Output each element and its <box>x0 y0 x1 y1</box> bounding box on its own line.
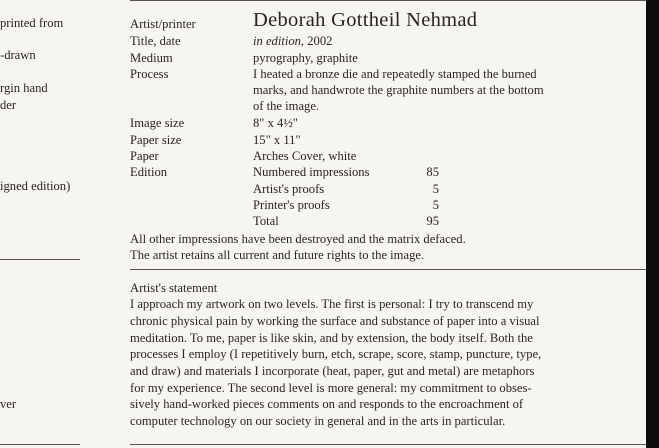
statement-heading: Artist's statement <box>130 281 218 295</box>
statement-line-6: for my experience. The second level is more general: my commitment to obses- <box>130 381 532 395</box>
left-fragment-3: rgin hand <box>0 81 48 95</box>
edition-row-count: 85 <box>426 165 439 179</box>
edition-row-label: Printer's proofs <box>253 198 330 212</box>
statement-line-5: and draw) and materials I incorporate (heat, paper, gut and metal) are metaphors <box>130 364 535 378</box>
statement-line-1: I approach my artwork on two levels. The first is personal: I try to transcend my <box>130 297 534 311</box>
title-date: , 2002 <box>300 34 333 48</box>
paper-value: Arches Cover, white <box>253 149 357 163</box>
edition-row-count: 5 <box>432 182 439 196</box>
edition-row-count: 95 <box>426 214 439 228</box>
title-date-value <box>253 33 332 50</box>
artist-name: Deborah Gottheil Nehmad <box>253 9 478 31</box>
label-paper: Paper <box>130 149 159 163</box>
label-image-size: Image size <box>130 116 185 130</box>
statement-line-7: sively hand-worked pieces comments on and responds to the encroachment of <box>130 397 524 411</box>
left-bottom-divider <box>0 444 80 445</box>
edition-row-count: 5 <box>432 198 439 212</box>
bottom-rule <box>130 444 646 445</box>
screen-edge <box>646 0 659 448</box>
label-medium: Medium <box>130 51 173 65</box>
edition-row-label: Numbered impressions <box>253 165 370 179</box>
process-line-2: marks, and handwrote the graphite numbers at the bottom <box>253 83 544 97</box>
paper-size-value: 15" x 11" <box>253 133 301 147</box>
left-fragment-2: -drawn <box>0 48 36 62</box>
label-paper-size: Paper size <box>130 133 182 147</box>
edition-row-label: Artist's proofs <box>253 182 325 196</box>
note-line-1: All other impressions have been destroyed and the matrix defaced. <box>130 232 466 246</box>
statement-line-4: processes I employ (I repetitively burn, etch, scrape, score, stamp, puncture, type, <box>130 347 542 361</box>
label-edition: Edition <box>130 165 168 179</box>
left-fragment-5: igned edition) <box>0 179 71 193</box>
left-fragment-6: ver <box>0 397 17 411</box>
note-line-2: The artist retains all current and future rights to the image. <box>130 248 425 262</box>
process-line-3: of the image. <box>253 99 320 113</box>
left-divider <box>0 259 80 260</box>
edition-row-label: Total <box>253 214 279 228</box>
section-divider <box>130 269 646 270</box>
medium-value: pyrography, graphite <box>253 51 358 65</box>
label-artist-printer: Artist/printer <box>130 17 196 31</box>
statement-line-3: meditation. To me, paper is like skin, and by extension, the body itself. Both the <box>130 331 533 345</box>
top-rule <box>130 0 646 1</box>
left-fragment-4: der <box>0 98 17 112</box>
statement-line-2: chronic physical pain by working the surface and substance of paper into a visual <box>130 314 540 328</box>
left-fragment-1: printed from <box>0 16 64 30</box>
statement-line-8: computer technology on our society in general and in the arts in particular. <box>130 414 506 428</box>
label-process: Process <box>130 67 169 81</box>
image-size-value: 8" x 4½" <box>253 116 298 130</box>
label-title-date: Title, date <box>130 34 181 48</box>
process-line-1: I heated a bronze die and repeatedly stamped the burned <box>253 67 537 81</box>
title-italic: in edition <box>253 34 301 48</box>
